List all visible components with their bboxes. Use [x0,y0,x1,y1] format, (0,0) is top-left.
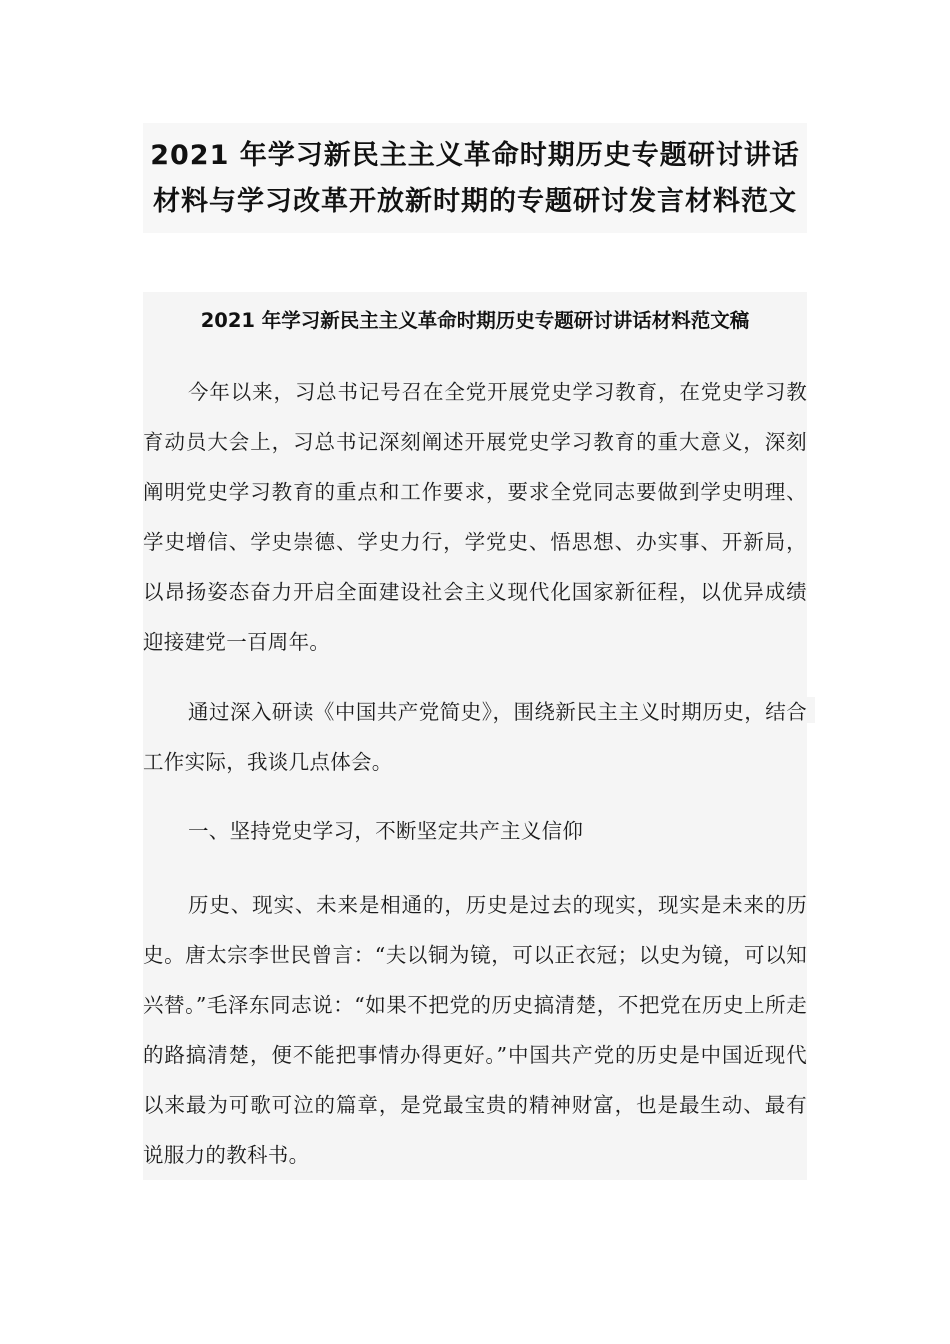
document-title [143,123,807,225]
document-title-line-1: 2021 年学习新民主主义革命时期历史专题研讨讲话 [150,140,800,171]
margin-shade [807,697,815,723]
document-body [143,292,807,1180]
section-title: 2021 年学习新民主主义革命时期历史专题研讨讲话材料范文稿 [200,309,750,332]
paragraph-study: 通过深入研读《中国共产党简史》，围绕新民主主义时期历史，结合工作实际，我谈几点体会。 [143,700,807,774]
document-title-line-2: 材料与学习改革开放新时期的专题研讨发言材料范文 [153,186,797,217]
paragraph-intro: 今年以来，习总书记号召在全党开展党史学习教育，在党史学习教育动员大会上，习总书记深刻阐述开展党史学习教育的重大意义，深刻阐明党史学习教育的重点和工作要求，要求全党同志要做到学史明理、学史增信、学史崇德、学史力行，学党史、悟思想、办实事、开新局，以昂扬姿态奋力开启全面建设社会主义现代化国家新征程，以优异成绩迎接建党一百周年。 [143,380,807,654]
paragraph-heading-one: 一、坚持党史学习，不断坚定共产主义信仰 [188,819,584,843]
title-block [143,123,807,233]
paragraph-history: 历史、现实、未来是相通的，历史是过去的现实，现实是未来的历史。唐太宗李世民曾言：“夫以铜为镜，可以正衣冠；以史为镜，可以知兴替。”毛泽东同志说：“如果不把党的历史搞清楚，不把党在历史上所走的路搞清楚，便不能把事情办得更好。”中国共产党的历史是中国近现代以来最为可歌可泣的篇章，是党最宝贵的精神财富，也是最生动、最有说服力的教科书。 [143,893,807,1167]
